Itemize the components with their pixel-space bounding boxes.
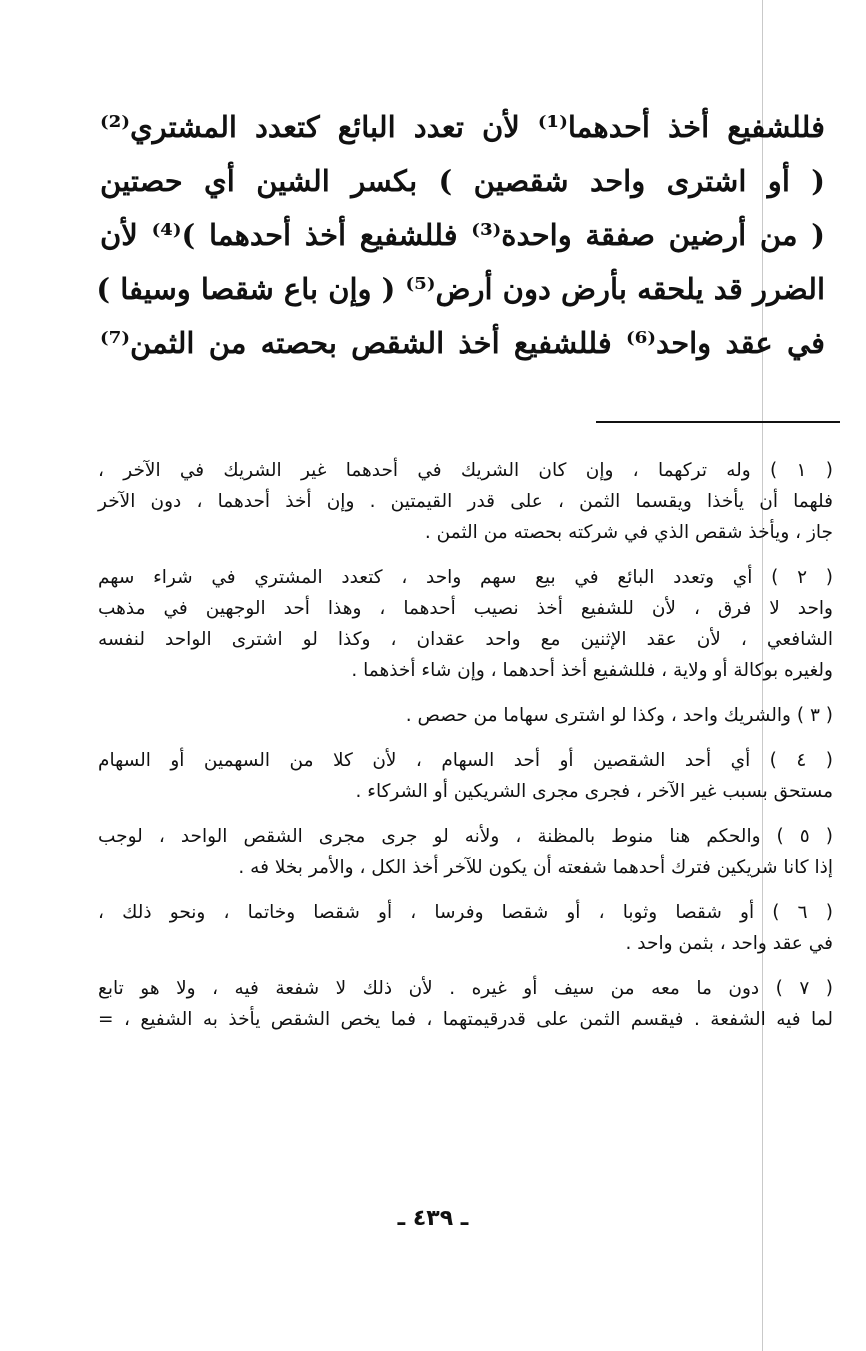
footnote-line: ( ٦ ) أو شقصا وثوبا ، أو شقصا وفرسا ، أو شقصا وخاتما ، ونحو ذلك ،: [98, 902, 833, 923]
footnote-line: ( ١ ) وله تركهما ، وإن كان الشريك في أحدهما غير الشريك في الآخر ،: [98, 460, 833, 481]
footnote-2: [98, 562, 833, 686]
footnote-line: مستحق بسبب غير الآخر ، فجرى مجرى الشريكين أو الشركاء .: [355, 781, 833, 802]
footnote-3: [98, 700, 833, 731]
main-text-line: فللشفيع أخذ أحدهما⁽¹⁾ لأن تعدد البائع كتعدد المشتري⁽²⁾: [100, 110, 825, 144]
footnote-line: ( ٧ ) دون ما معه من سيف أو غيره . لأن ذلك لا شفعة فيه ، ولا هو تابع: [98, 978, 833, 999]
footnote-separator: [596, 421, 840, 423]
main-text-line: ( أو اشترى واحد شقصين ) بكسر الشين أي حصتين: [100, 164, 825, 198]
footnote-line: ( ٣ ) والشريك واحد ، وكذا لو اشترى سهاما من حصص .: [405, 705, 833, 726]
footnote-line: الشافعي ، لأن عقد الإثنين مع واحد عقدان ، وكذا لو اشترى الواحد لنفسه: [98, 629, 833, 650]
footnote-line: ولغيره بوكالة أو ولاية ، فللشفيع أخذ أحدهما ، وإن شاء أخذهما .: [351, 660, 833, 681]
footnotes-block: [98, 455, 833, 1049]
footnote-line: إذا كانا شريكين فترك أحدهما شفعته أن يكون للآخر أخذ الكل ، والأمر بخلا فه .: [238, 857, 833, 878]
footnote-line: فلهما أن يأخذا ويقسما الثمن ، على قدر القيمتين . وإن أخذ أحدهما ، دون الآخر: [98, 491, 833, 512]
footnote-line: لما فيه الشفعة . فيقسم الثمن على قدرقيمتهما ، فما يخص الشقص يأخذ به الشفيع ، =: [98, 1009, 833, 1030]
footnote-line: ( ٥ ) والحكم هنا منوط بالمظنة ، ولأنه لو جرى مجرى الشقص الواحد ، لوجب: [98, 826, 833, 847]
main-text-line: الضرر قد يلحقه بأرض دون أرض⁽⁵⁾ ( وإن باع شقصا وسيفا ): [96, 272, 825, 306]
footnote-7: [98, 973, 833, 1035]
footnote-line: ( ٢ ) أي وتعدد البائع في بيع سهم واحد ، كتعدد المشتري في شراء سهم: [98, 567, 833, 588]
main-text-line: في عقد واحد⁽⁶⁾ فللشفيع أخذ الشقص بحصته من الثمن⁽⁷⁾: [100, 326, 825, 360]
footnote-1: [98, 455, 833, 548]
main-text-line: ( من أرضين صفقة واحدة⁽³⁾ فللشفيع أخذ أحدهما )⁽⁴⁾ لأن: [100, 218, 825, 252]
footnote-line: في عقد واحد ، بثمن واحد .: [625, 933, 833, 954]
footnote-5: [98, 821, 833, 883]
footnote-line: واحد لا فرق ، لأن للشفيع أخذ نصيب أحدهما ، وهذا أحد الوجهين في مذهب: [98, 598, 833, 619]
footnote-line: ( ٤ ) أي أحد الشقصين أو أحد السهام ، لأن كلا من السهمين أو السهام: [98, 750, 833, 771]
footnote-4: [98, 745, 833, 807]
footnote-6: [98, 897, 833, 959]
page-number: ـ ٤٣٩ ـ: [397, 1206, 469, 1231]
main-text-block: [96, 100, 825, 370]
footnote-line: جاز ، ويأخذ شقص الذي في شركته بحصته من الثمن .: [424, 522, 833, 543]
